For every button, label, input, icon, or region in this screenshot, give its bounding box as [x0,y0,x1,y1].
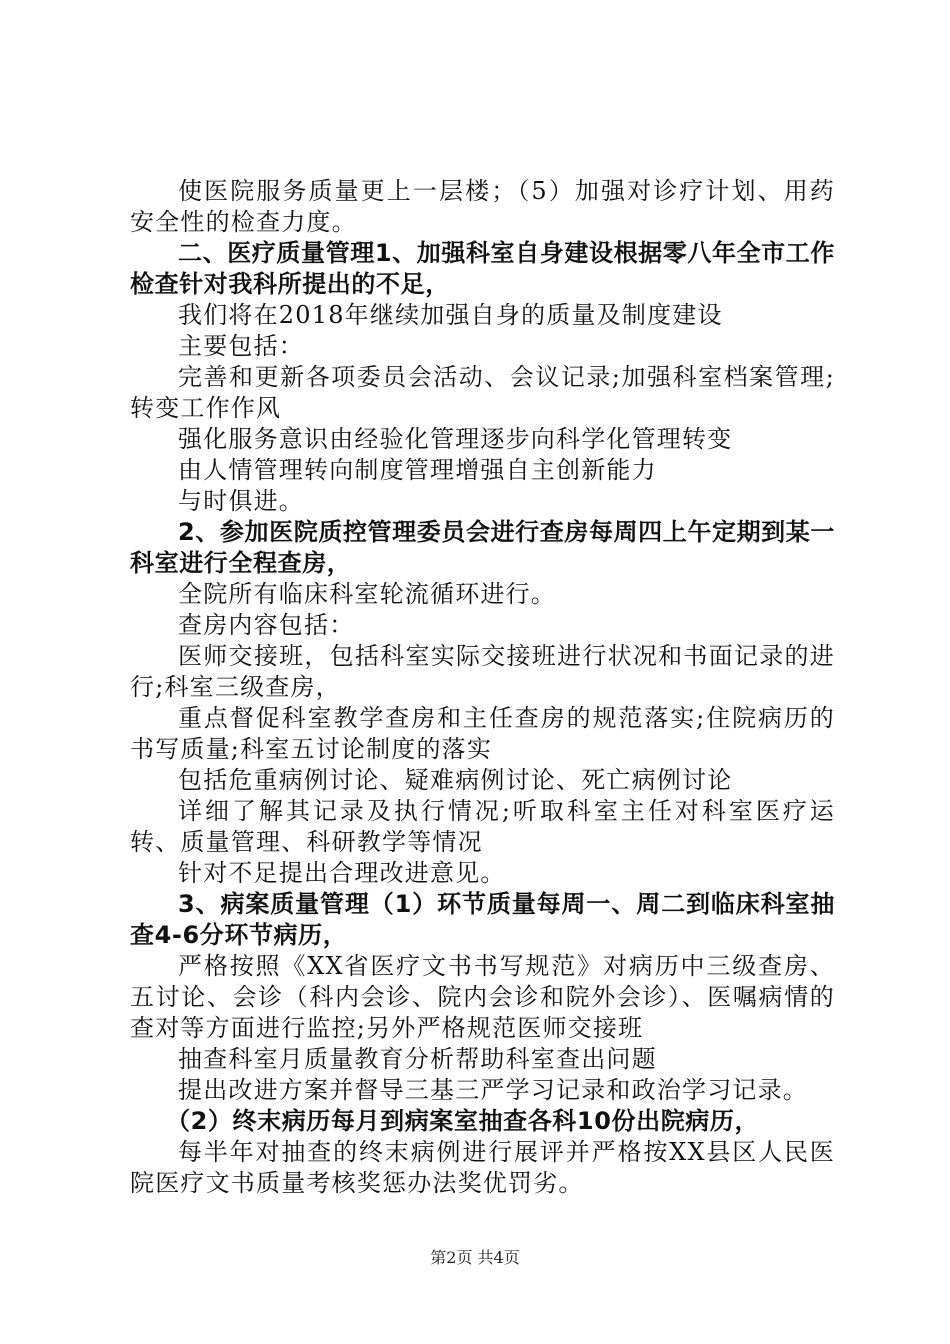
section-heading: 2、参加医院质控管理委员会进行查房每周四上午定期到某一科室进行全程查房， [130,518,835,577]
paragraph: 主要包括： [178,332,304,360]
paragraph: 由人情管理转向制度管理增强自主创新能力 [178,456,657,484]
paragraph: 使医院服务质量更上一层楼；（5）加强对诊疗计划、用药安全性的检查力度。 [130,177,835,236]
paragraph: 完善和更新各项委员会活动、会议记录;加强科室档案管理;转变工作作风 [130,363,835,422]
paragraph: 详细了解其记录及执行情况;听取科室主任对科室医疗运转、质量管理、科研教学等情况 [130,797,835,856]
paragraph: 包括危重病例讨论、疑难病例讨论、死亡病例讨论 [178,766,733,794]
paragraph: 与时俱进。 [178,487,304,515]
paragraph: 我们将在2018年继续加强自身的质量及制度建设 [178,301,723,329]
paragraph: 严格按照《XX省医疗文书书写规范》对病历中三级查房、五讨论、会诊（科内会诊、院内会诊和院外会诊）、医嘱病情的查对等方面进行监控;另外严格规范医师交接班 [130,952,835,1042]
paragraph: 重点督促科室教学查房和主任查房的规范落实;住院病历的书写质量;科室五讨论制度的落实 [130,704,835,763]
page-footer: 第2页 共4页 [430,1248,520,1267]
paragraph: 医师交接班，包括科室实际交接班进行状况和书面记录的进行;科室三级查房， [130,642,835,701]
section-heading: （2）终末病历每月到病案室抽查各科10份出院病历， [166,1107,760,1135]
paragraph: 强化服务意识由经验化管理逐步向科学化管理转变 [178,425,733,453]
paragraph: 每半年对抽查的终末病例进行展评并严格按XX县区人民医院医疗文书质量考核奖惩办法奖优罚劣。 [130,1138,835,1197]
section-heading: 二、医疗质量管理1、加强科室自身建设根据零八年全市工作检查针对我科所提出的不足， [130,239,835,298]
paragraph: 查房内容包括： [178,611,355,639]
paragraph: 抽查科室月质量教育分析帮助科室查出问题 [178,1045,657,1073]
paragraph: 针对不足提出合理改进意见。 [178,859,506,887]
paragraph: 提出改进方案并督导三基三严学习记录和政治学习记录。 [178,1076,808,1104]
document-body [130,176,835,1199]
paragraph: 全院所有临床科室轮流循环进行。 [178,580,556,608]
section-heading: 3、病案质量管理（1）环节质量每周一、周二到临床科室抽查4-6分环节病历， [130,890,835,949]
